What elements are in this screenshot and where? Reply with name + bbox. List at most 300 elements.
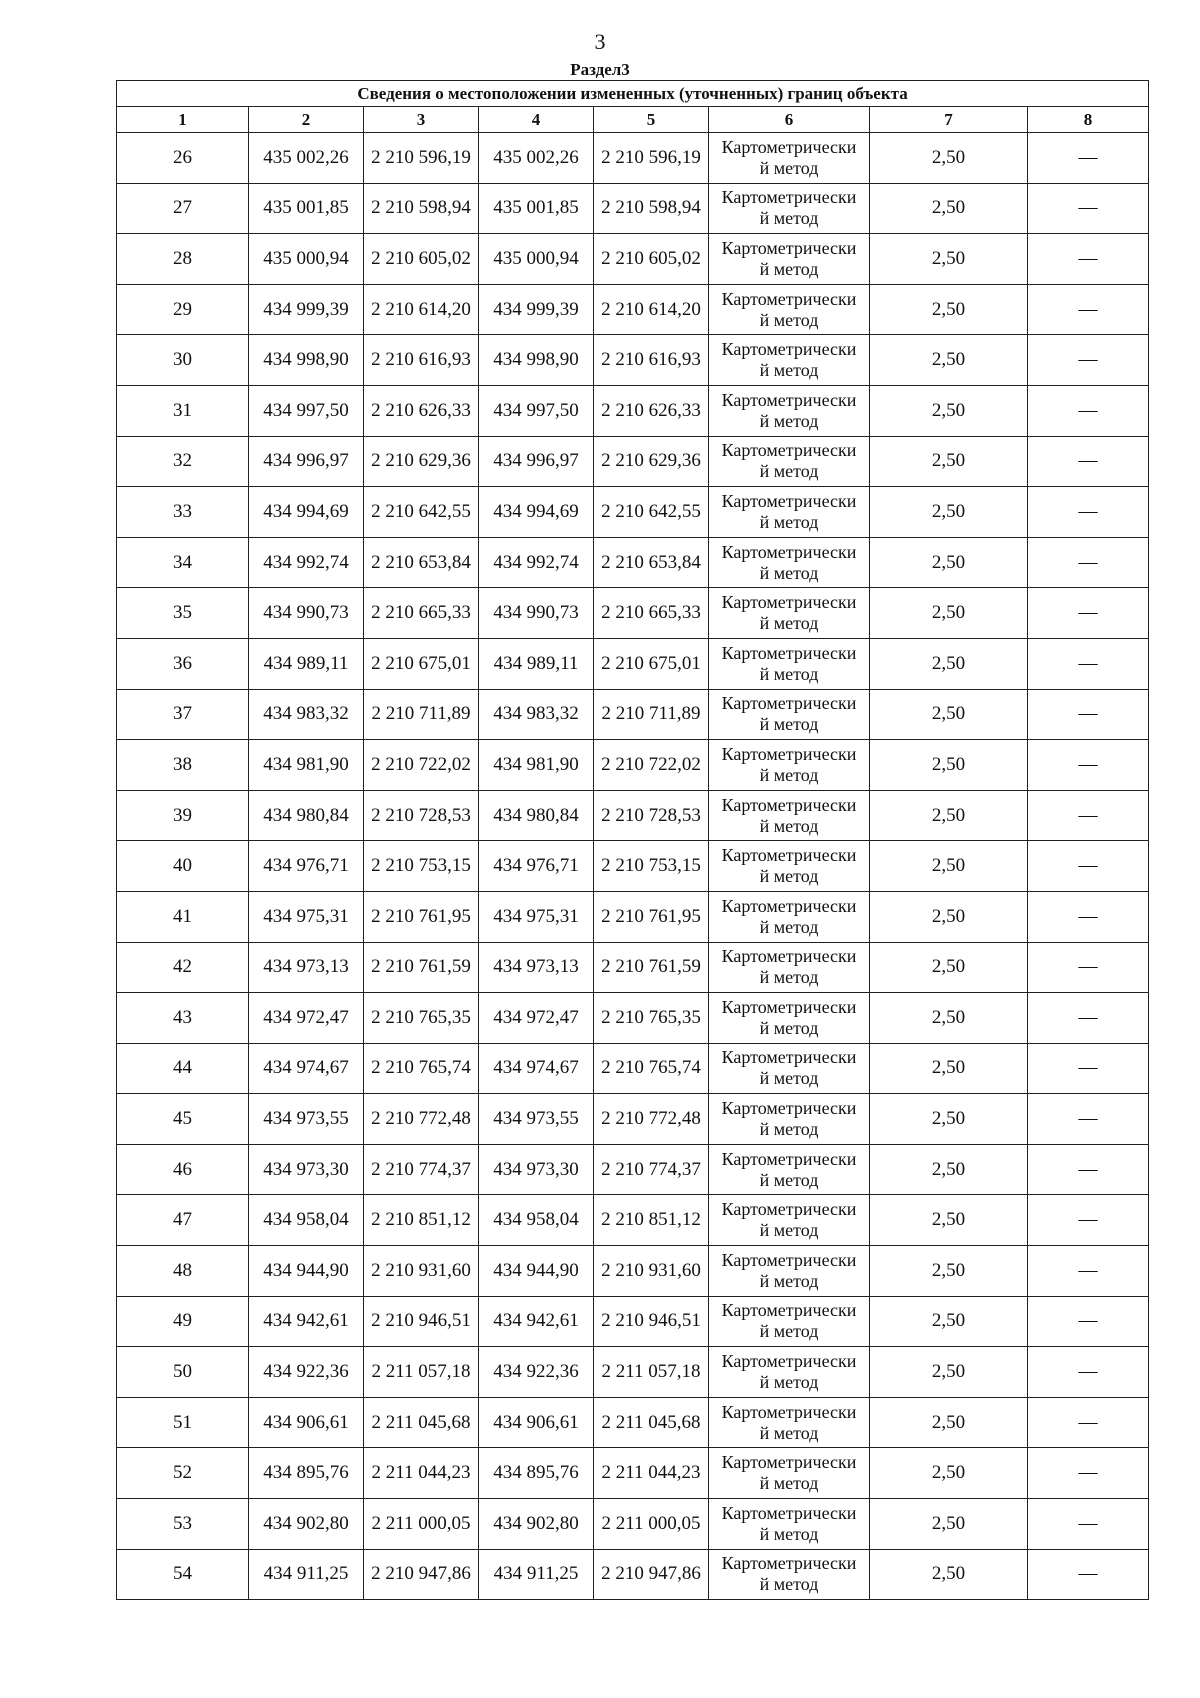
y-coordinate-cell: 2 210 665,33 — [364, 588, 479, 639]
method-line: Картометрически — [721, 237, 857, 258]
method-line: Картометрически — [721, 794, 857, 815]
description-cell: — — [1028, 436, 1149, 487]
column-header: 6 — [709, 107, 870, 133]
method-line: й метод — [759, 1068, 819, 1089]
y-coordinate-cell: 2 211 045,68 — [594, 1397, 709, 1448]
method-cell — [709, 436, 870, 487]
y-coordinate-cell: 2 210 629,36 — [364, 436, 479, 487]
x-coordinate-cell: 434 981,90 — [479, 740, 594, 791]
x-coordinate-cell: 434 972,47 — [479, 993, 594, 1044]
x-coordinate-cell: 435 000,94 — [249, 234, 364, 285]
method-line: й метод — [759, 1017, 819, 1038]
y-coordinate-cell: 2 210 642,55 — [594, 487, 709, 538]
x-coordinate-cell: 434 958,04 — [249, 1195, 364, 1246]
y-coordinate-cell: 2 210 761,59 — [594, 942, 709, 993]
table-row — [117, 1499, 1149, 1550]
method-line: й метод — [759, 916, 819, 937]
table-row — [117, 790, 1149, 841]
method-line: Картометрически — [721, 1199, 857, 1220]
accuracy-cell: 2,50 — [870, 1043, 1028, 1094]
method-line: й метод — [759, 866, 819, 887]
point-number-cell: 51 — [117, 1397, 249, 1448]
method-line: й метод — [759, 1372, 819, 1393]
method-line: Картометрически — [721, 1300, 857, 1321]
accuracy-cell: 2,50 — [870, 537, 1028, 588]
method-line: Картометрически — [721, 440, 857, 461]
description-cell: — — [1028, 1499, 1149, 1550]
method-cell — [709, 1549, 870, 1600]
method-line: й метод — [759, 1169, 819, 1190]
page-number: 3 — [594, 29, 606, 54]
table-row — [117, 638, 1149, 689]
accuracy-cell: 2,50 — [870, 1448, 1028, 1499]
method-line: Картометрически — [721, 1452, 857, 1473]
accuracy-cell: 2,50 — [870, 740, 1028, 791]
method-cell — [709, 588, 870, 639]
point-number-cell: 41 — [117, 891, 249, 942]
y-coordinate-cell: 2 210 642,55 — [364, 487, 479, 538]
description-cell: — — [1028, 183, 1149, 234]
column-header: 8 — [1028, 107, 1149, 133]
accuracy-cell: 2,50 — [870, 638, 1028, 689]
y-coordinate-cell: 2 210 947,86 — [364, 1549, 479, 1600]
method-line: Картометрически — [721, 136, 857, 157]
description-cell: — — [1028, 638, 1149, 689]
x-coordinate-cell: 434 895,76 — [479, 1448, 594, 1499]
x-coordinate-cell: 434 973,13 — [479, 942, 594, 993]
table-caption-row — [117, 81, 1149, 107]
point-number-cell: 49 — [117, 1296, 249, 1347]
description-cell: — — [1028, 689, 1149, 740]
method-cell — [709, 993, 870, 1044]
y-coordinate-cell: 2 210 598,94 — [364, 183, 479, 234]
description-cell: — — [1028, 133, 1149, 184]
description-cell: — — [1028, 537, 1149, 588]
point-number-cell: 26 — [117, 133, 249, 184]
table-row — [117, 1094, 1149, 1145]
y-coordinate-cell: 2 211 057,18 — [364, 1347, 479, 1398]
description-cell: — — [1028, 1549, 1149, 1600]
table-row — [117, 1246, 1149, 1297]
accuracy-cell: 2,50 — [870, 436, 1028, 487]
description-cell: — — [1028, 1397, 1149, 1448]
table-row — [117, 588, 1149, 639]
y-coordinate-cell: 2 210 626,33 — [594, 385, 709, 436]
accuracy-cell: 2,50 — [870, 133, 1028, 184]
table-row — [117, 1195, 1149, 1246]
method-line: й метод — [759, 613, 819, 634]
y-coordinate-cell: 2 210 616,93 — [364, 335, 479, 386]
x-coordinate-cell: 435 002,26 — [479, 133, 594, 184]
method-cell — [709, 1195, 870, 1246]
table-row — [117, 993, 1149, 1044]
point-number-cell: 38 — [117, 740, 249, 791]
y-coordinate-cell: 2 210 774,37 — [594, 1144, 709, 1195]
description-cell: — — [1028, 891, 1149, 942]
y-coordinate-cell: 2 211 000,05 — [594, 1499, 709, 1550]
table-row — [117, 1144, 1149, 1195]
column-header: 3 — [364, 107, 479, 133]
y-coordinate-cell: 2 210 596,19 — [594, 133, 709, 184]
accuracy-cell: 2,50 — [870, 1144, 1028, 1195]
method-line: Картометрически — [721, 642, 857, 663]
point-number-cell: 45 — [117, 1094, 249, 1145]
y-coordinate-cell: 2 210 675,01 — [364, 638, 479, 689]
method-line: й метод — [759, 1321, 819, 1342]
x-coordinate-cell: 434 980,84 — [479, 790, 594, 841]
method-line: й метод — [759, 1523, 819, 1544]
point-number-cell: 36 — [117, 638, 249, 689]
point-number-cell: 32 — [117, 436, 249, 487]
method-line: Картометрически — [721, 693, 857, 714]
method-line: й метод — [759, 714, 819, 735]
x-coordinate-cell: 435 000,94 — [479, 234, 594, 285]
y-coordinate-cell: 2 210 761,95 — [364, 891, 479, 942]
x-coordinate-cell: 434 942,61 — [249, 1296, 364, 1347]
x-coordinate-cell: 434 922,36 — [479, 1347, 594, 1398]
x-coordinate-cell: 434 972,47 — [249, 993, 364, 1044]
x-coordinate-cell: 434 998,90 — [479, 335, 594, 386]
x-coordinate-cell: 434 999,39 — [249, 284, 364, 335]
y-coordinate-cell: 2 210 616,93 — [594, 335, 709, 386]
description-cell: — — [1028, 1296, 1149, 1347]
x-coordinate-cell: 434 999,39 — [479, 284, 594, 335]
method-cell — [709, 1246, 870, 1297]
table-row — [117, 1296, 1149, 1347]
accuracy-cell: 2,50 — [870, 1296, 1028, 1347]
method-line: Картометрически — [721, 1148, 857, 1169]
method-line: Картометрически — [721, 996, 857, 1017]
method-line: й метод — [759, 1270, 819, 1291]
table-row — [117, 891, 1149, 942]
accuracy-cell: 2,50 — [870, 942, 1028, 993]
y-coordinate-cell: 2 210 753,15 — [594, 841, 709, 892]
method-line: Картометрически — [721, 288, 857, 309]
accuracy-cell: 2,50 — [870, 487, 1028, 538]
description-cell: — — [1028, 740, 1149, 791]
method-cell — [709, 891, 870, 942]
x-coordinate-cell: 434 973,55 — [249, 1094, 364, 1145]
table-row — [117, 234, 1149, 285]
x-coordinate-cell: 434 973,30 — [479, 1144, 594, 1195]
point-number-cell: 52 — [117, 1448, 249, 1499]
y-coordinate-cell: 2 210 765,35 — [594, 993, 709, 1044]
accuracy-cell: 2,50 — [870, 588, 1028, 639]
x-coordinate-cell: 434 911,25 — [249, 1549, 364, 1600]
table-caption: Сведения о местоположении измененных (уточненных) границ объекта — [117, 81, 1149, 107]
y-coordinate-cell: 2 210 596,19 — [364, 133, 479, 184]
x-coordinate-cell: 434 973,13 — [249, 942, 364, 993]
method-cell — [709, 284, 870, 335]
method-cell — [709, 740, 870, 791]
method-cell — [709, 335, 870, 386]
accuracy-cell: 2,50 — [870, 1246, 1028, 1297]
column-header: 5 — [594, 107, 709, 133]
description-cell: — — [1028, 234, 1149, 285]
method-line: й метод — [759, 511, 819, 532]
y-coordinate-cell: 2 210 946,51 — [594, 1296, 709, 1347]
method-line: й метод — [759, 410, 819, 431]
method-line: й метод — [759, 1119, 819, 1140]
y-coordinate-cell: 2 210 772,48 — [594, 1094, 709, 1145]
x-coordinate-cell: 434 983,32 — [249, 689, 364, 740]
column-header: 4 — [479, 107, 594, 133]
y-coordinate-cell: 2 210 605,02 — [364, 234, 479, 285]
x-coordinate-cell: 434 973,55 — [479, 1094, 594, 1145]
section-title: Раздел3 — [570, 60, 630, 79]
point-number-cell: 39 — [117, 790, 249, 841]
method-line: Картометрически — [721, 1351, 857, 1372]
point-number-cell: 35 — [117, 588, 249, 639]
description-cell: — — [1028, 1043, 1149, 1094]
x-coordinate-cell: 434 902,80 — [249, 1499, 364, 1550]
x-coordinate-cell: 434 944,90 — [249, 1246, 364, 1297]
x-coordinate-cell: 434 922,36 — [249, 1347, 364, 1398]
x-coordinate-cell: 434 975,31 — [249, 891, 364, 942]
point-number-cell: 27 — [117, 183, 249, 234]
method-line: Картометрически — [721, 339, 857, 360]
y-coordinate-cell: 2 210 774,37 — [364, 1144, 479, 1195]
x-coordinate-cell: 434 973,30 — [249, 1144, 364, 1195]
y-coordinate-cell: 2 210 722,02 — [594, 740, 709, 791]
point-number-cell: 46 — [117, 1144, 249, 1195]
accuracy-cell: 2,50 — [870, 1549, 1028, 1600]
description-cell: — — [1028, 1246, 1149, 1297]
y-coordinate-cell: 2 210 753,15 — [364, 841, 479, 892]
table-row — [117, 335, 1149, 386]
x-coordinate-cell: 434 976,71 — [249, 841, 364, 892]
y-coordinate-cell: 2 210 728,53 — [364, 790, 479, 841]
accuracy-cell: 2,50 — [870, 1397, 1028, 1448]
y-coordinate-cell: 2 210 761,95 — [594, 891, 709, 942]
description-cell: — — [1028, 335, 1149, 386]
table-row — [117, 841, 1149, 892]
y-coordinate-cell: 2 210 728,53 — [594, 790, 709, 841]
y-coordinate-cell: 2 210 765,74 — [594, 1043, 709, 1094]
y-coordinate-cell: 2 210 614,20 — [594, 284, 709, 335]
table-header-row — [117, 107, 1149, 133]
y-coordinate-cell: 2 210 761,59 — [364, 942, 479, 993]
x-coordinate-cell: 434 997,50 — [479, 385, 594, 436]
y-coordinate-cell: 2 210 851,12 — [594, 1195, 709, 1246]
accuracy-cell: 2,50 — [870, 284, 1028, 335]
table-row — [117, 689, 1149, 740]
coordinates-table — [116, 80, 1149, 1600]
table-row — [117, 740, 1149, 791]
method-line: Картометрически — [721, 1249, 857, 1270]
y-coordinate-cell: 2 210 629,36 — [594, 436, 709, 487]
method-cell — [709, 234, 870, 285]
method-line: й метод — [759, 1220, 819, 1241]
method-line: Картометрически — [721, 1401, 857, 1422]
x-coordinate-cell: 434 989,11 — [249, 638, 364, 689]
y-coordinate-cell: 2 211 044,23 — [364, 1448, 479, 1499]
description-cell: — — [1028, 385, 1149, 436]
method-line: Картометрически — [721, 946, 857, 967]
y-coordinate-cell: 2 210 653,84 — [364, 537, 479, 588]
method-line: Картометрически — [721, 1502, 857, 1523]
method-line: й метод — [759, 360, 819, 381]
x-coordinate-cell: 434 989,11 — [479, 638, 594, 689]
y-coordinate-cell: 2 210 931,60 — [594, 1246, 709, 1297]
table-row — [117, 284, 1149, 335]
x-coordinate-cell: 434 994,69 — [479, 487, 594, 538]
y-coordinate-cell: 2 210 711,89 — [364, 689, 479, 740]
x-coordinate-cell: 434 942,61 — [479, 1296, 594, 1347]
method-line: Картометрически — [721, 490, 857, 511]
x-coordinate-cell: 434 902,80 — [479, 1499, 594, 1550]
table-row — [117, 183, 1149, 234]
x-coordinate-cell: 434 981,90 — [249, 740, 364, 791]
x-coordinate-cell: 434 895,76 — [249, 1448, 364, 1499]
method-cell — [709, 790, 870, 841]
point-number-cell: 30 — [117, 335, 249, 386]
table-row — [117, 1448, 1149, 1499]
x-coordinate-cell: 434 944,90 — [479, 1246, 594, 1297]
method-cell — [709, 1397, 870, 1448]
y-coordinate-cell: 2 210 653,84 — [594, 537, 709, 588]
description-cell: — — [1028, 942, 1149, 993]
x-coordinate-cell: 434 992,74 — [479, 537, 594, 588]
x-coordinate-cell: 434 974,67 — [249, 1043, 364, 1094]
x-coordinate-cell: 434 997,50 — [249, 385, 364, 436]
x-coordinate-cell: 434 996,97 — [249, 436, 364, 487]
accuracy-cell: 2,50 — [870, 335, 1028, 386]
x-coordinate-cell: 434 906,61 — [479, 1397, 594, 1448]
method-line: Картометрически — [721, 1553, 857, 1574]
table-row — [117, 133, 1149, 184]
accuracy-cell: 2,50 — [870, 790, 1028, 841]
point-number-cell: 43 — [117, 993, 249, 1044]
method-line: й метод — [759, 764, 819, 785]
point-number-cell: 31 — [117, 385, 249, 436]
table-row — [117, 436, 1149, 487]
method-cell — [709, 1094, 870, 1145]
method-line: й метод — [759, 663, 819, 684]
method-line: й метод — [759, 258, 819, 279]
description-cell: — — [1028, 993, 1149, 1044]
table-row — [117, 1549, 1149, 1600]
method-cell — [709, 385, 870, 436]
y-coordinate-cell: 2 210 931,60 — [364, 1246, 479, 1297]
method-cell — [709, 487, 870, 538]
method-cell — [709, 1296, 870, 1347]
description-cell: — — [1028, 1195, 1149, 1246]
point-number-cell: 47 — [117, 1195, 249, 1246]
method-cell — [709, 689, 870, 740]
point-number-cell: 42 — [117, 942, 249, 993]
description-cell: — — [1028, 487, 1149, 538]
x-coordinate-cell: 434 998,90 — [249, 335, 364, 386]
description-cell: — — [1028, 1144, 1149, 1195]
method-line: й метод — [759, 967, 819, 988]
y-coordinate-cell: 2 210 765,74 — [364, 1043, 479, 1094]
point-number-cell: 40 — [117, 841, 249, 892]
x-coordinate-cell: 434 980,84 — [249, 790, 364, 841]
table-row — [117, 1043, 1149, 1094]
method-line: й метод — [759, 1473, 819, 1494]
method-line: Картометрически — [721, 1047, 857, 1068]
description-cell: — — [1028, 790, 1149, 841]
y-coordinate-cell: 2 210 722,02 — [364, 740, 479, 791]
x-coordinate-cell: 434 990,73 — [479, 588, 594, 639]
column-header: 2 — [249, 107, 364, 133]
y-coordinate-cell: 2 210 765,35 — [364, 993, 479, 1044]
point-number-cell: 50 — [117, 1347, 249, 1398]
x-coordinate-cell: 434 996,97 — [479, 436, 594, 487]
method-cell — [709, 942, 870, 993]
point-number-cell: 53 — [117, 1499, 249, 1550]
accuracy-cell: 2,50 — [870, 1499, 1028, 1550]
x-coordinate-cell: 434 983,32 — [479, 689, 594, 740]
y-coordinate-cell: 2 210 605,02 — [594, 234, 709, 285]
method-line: й метод — [759, 1574, 819, 1595]
y-coordinate-cell: 2 210 946,51 — [364, 1296, 479, 1347]
method-cell — [709, 1499, 870, 1550]
accuracy-cell: 2,50 — [870, 385, 1028, 436]
method-cell — [709, 1347, 870, 1398]
accuracy-cell: 2,50 — [870, 183, 1028, 234]
description-cell: — — [1028, 841, 1149, 892]
y-coordinate-cell: 2 211 000,05 — [364, 1499, 479, 1550]
y-coordinate-cell: 2 210 947,86 — [594, 1549, 709, 1600]
x-coordinate-cell: 434 911,25 — [479, 1549, 594, 1600]
x-coordinate-cell: 434 958,04 — [479, 1195, 594, 1246]
table-body — [117, 133, 1149, 1600]
description-cell: — — [1028, 1094, 1149, 1145]
accuracy-cell: 2,50 — [870, 891, 1028, 942]
y-coordinate-cell: 2 210 598,94 — [594, 183, 709, 234]
y-coordinate-cell: 2 211 045,68 — [364, 1397, 479, 1448]
method-line: Картометрически — [721, 592, 857, 613]
table-row — [117, 942, 1149, 993]
table-row — [117, 1397, 1149, 1448]
x-coordinate-cell: 435 002,26 — [249, 133, 364, 184]
x-coordinate-cell: 435 001,85 — [249, 183, 364, 234]
accuracy-cell: 2,50 — [870, 841, 1028, 892]
y-coordinate-cell: 2 210 711,89 — [594, 689, 709, 740]
method-cell — [709, 638, 870, 689]
method-line: й метод — [759, 562, 819, 583]
method-line: Картометрически — [721, 389, 857, 410]
method-line: Картометрически — [721, 1098, 857, 1119]
y-coordinate-cell: 2 211 057,18 — [594, 1347, 709, 1398]
point-number-cell: 29 — [117, 284, 249, 335]
y-coordinate-cell: 2 210 614,20 — [364, 284, 479, 335]
description-cell: — — [1028, 284, 1149, 335]
x-coordinate-cell: 434 992,74 — [249, 537, 364, 588]
table-row — [117, 487, 1149, 538]
method-line: й метод — [759, 157, 819, 178]
method-line: й метод — [759, 1422, 819, 1443]
accuracy-cell: 2,50 — [870, 1094, 1028, 1145]
accuracy-cell: 2,50 — [870, 234, 1028, 285]
description-cell: — — [1028, 1448, 1149, 1499]
x-coordinate-cell: 434 906,61 — [249, 1397, 364, 1448]
x-coordinate-cell: 434 994,69 — [249, 487, 364, 538]
method-cell — [709, 183, 870, 234]
method-cell — [709, 841, 870, 892]
method-line: Картометрически — [721, 187, 857, 208]
method-cell — [709, 537, 870, 588]
point-number-cell: 37 — [117, 689, 249, 740]
method-line: Картометрически — [721, 541, 857, 562]
point-number-cell: 54 — [117, 1549, 249, 1600]
method-cell — [709, 1043, 870, 1094]
table-row — [117, 537, 1149, 588]
point-number-cell: 44 — [117, 1043, 249, 1094]
method-line: й метод — [759, 208, 819, 229]
